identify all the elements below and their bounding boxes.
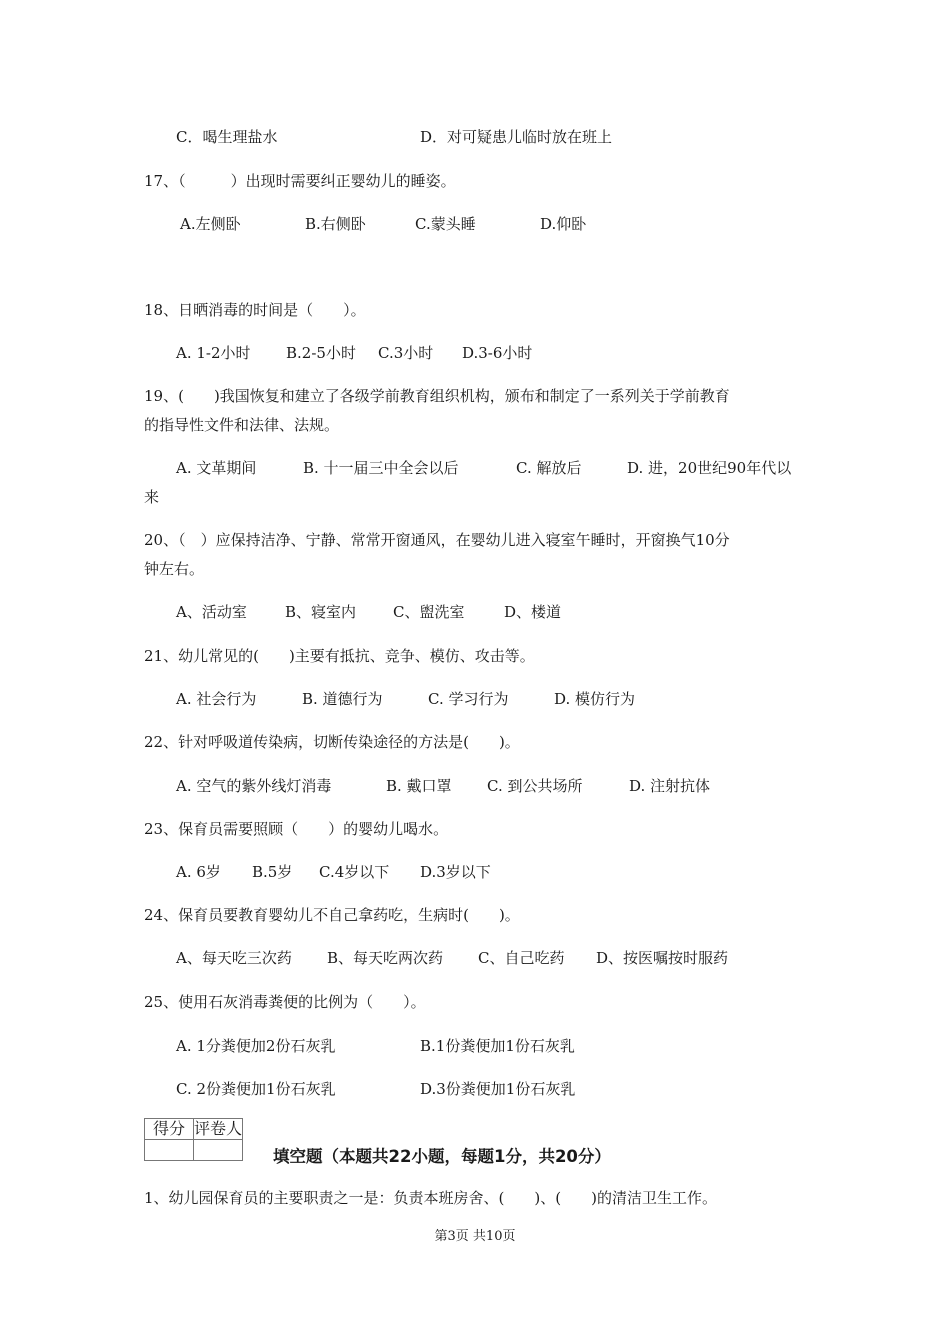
q17-option-c: C.蒙头睡 bbox=[415, 215, 476, 233]
q23-option-b: B.5岁 bbox=[252, 863, 293, 881]
q22-option-a: A. 空气的紫外线灯消毒 bbox=[176, 777, 332, 795]
q21-option-a: A. 社会行为 bbox=[176, 690, 257, 708]
q24-stem: 24、保育员要教育婴幼儿不自己拿药吃，生病时( )。 bbox=[144, 906, 520, 924]
q19-stem-line2: 的指导性文件和法律、法规。 bbox=[144, 416, 340, 434]
q25-option-d: D.3份粪便加1份石灰乳 bbox=[420, 1080, 576, 1098]
q16-option-c: C．喝生理盐水 bbox=[176, 128, 278, 146]
q25-option-c: C. 2份粪便加1份石灰乳 bbox=[176, 1080, 336, 1098]
score-table bbox=[144, 1118, 243, 1161]
q22-option-b: B. 戴口罩 bbox=[386, 777, 452, 795]
q23-stem: 23、保育员需要照顾（ ）的婴幼儿喝水。 bbox=[144, 820, 449, 838]
section-title: 填空题（本题共22小题，每题1分，共20分） bbox=[273, 1147, 611, 1166]
q19-option-c: C. 解放后 bbox=[516, 459, 582, 477]
q16-option-d: D．对可疑患儿临时放在班上 bbox=[420, 128, 613, 146]
q18-option-b: B.2-5小时 bbox=[286, 344, 356, 362]
q23-option-d: D.3岁以下 bbox=[420, 863, 491, 881]
score-header: 得分 bbox=[145, 1119, 194, 1140]
q21-stem: 21、幼儿常见的( )主要有抵抗、竞争、模仿、攻击等。 bbox=[144, 647, 535, 665]
q22-option-c: C. 到公共场所 bbox=[487, 777, 583, 795]
q25-option-b: B.1份粪便加1份石灰乳 bbox=[420, 1037, 575, 1055]
q17-stem: 17、（ ）出现时需要纠正婴幼儿的睡姿。 bbox=[144, 172, 456, 190]
q20-option-a: A、活动室 bbox=[176, 603, 247, 621]
q17-option-a: A.左侧卧 bbox=[180, 215, 241, 233]
q25-stem: 25、使用石灰消毒粪便的比例为（ ）。 bbox=[144, 993, 426, 1011]
q23-option-c: C.4岁以下 bbox=[319, 863, 390, 881]
score-cell bbox=[145, 1140, 194, 1161]
fill-question-1: 1、幼儿园保育员的主要职责之一是：负责本班房舍、( )、( )的清洁卫生工作。 bbox=[144, 1189, 717, 1207]
q20-option-c: C、盥洗室 bbox=[393, 603, 465, 621]
q20-stem-line1: 20、（ ）应保持洁净、宁静、常常开窗通风，在婴幼儿进入寝室午睡时，开窗换气10分 bbox=[144, 531, 730, 549]
q21-option-d: D. 模仿行为 bbox=[554, 690, 636, 708]
q20-stem-line2: 钟左右。 bbox=[144, 560, 205, 578]
q24-option-a: A、每天吃三次药 bbox=[176, 949, 292, 967]
q17-option-b: B.右侧卧 bbox=[305, 215, 366, 233]
q19-stem-line1: 19、( )我国恢复和建立了各级学前教育组织机构，颁布和制定了一系列关于学前教育 bbox=[144, 387, 730, 405]
q22-stem: 22、针对呼吸道传染病，切断传染途径的方法是( )。 bbox=[144, 733, 520, 751]
q24-option-c: C、自己吃药 bbox=[478, 949, 565, 967]
q21-option-b: B. 道德行为 bbox=[302, 690, 383, 708]
q24-option-d: D、按医嘱按时服药 bbox=[596, 949, 729, 967]
page-footer: 第3页 共10页 bbox=[434, 1229, 516, 1244]
q18-option-a: A. 1-2小时 bbox=[176, 344, 251, 362]
q22-option-d: D. 注射抗体 bbox=[629, 777, 711, 795]
q17-option-d: D.仰卧 bbox=[540, 215, 587, 233]
q19-option-d-wrap: 来 bbox=[144, 488, 160, 506]
q18-stem: 18、日晒消毒的时间是（ ）。 bbox=[144, 301, 366, 319]
q20-option-d: D、楼道 bbox=[504, 603, 562, 621]
q20-option-b: B、寝室内 bbox=[285, 603, 357, 621]
grader-cell bbox=[194, 1140, 243, 1161]
q24-option-b: B、每天吃两次药 bbox=[327, 949, 444, 967]
q19-option-d: D. 进，20世纪90年代以 bbox=[627, 459, 792, 477]
q23-option-a: A. 6岁 bbox=[176, 863, 221, 881]
q19-option-a: A. 文革期间 bbox=[176, 459, 257, 477]
q21-option-c: C. 学习行为 bbox=[428, 690, 509, 708]
q18-option-d: D.3-6小时 bbox=[462, 344, 533, 362]
q18-option-c: C.3小时 bbox=[378, 344, 434, 362]
q25-option-a: A. 1分粪便加2份石灰乳 bbox=[176, 1037, 336, 1055]
q19-option-b: B. 十一届三中全会以后 bbox=[303, 459, 459, 477]
grader-header: 评卷人 bbox=[194, 1119, 243, 1138]
